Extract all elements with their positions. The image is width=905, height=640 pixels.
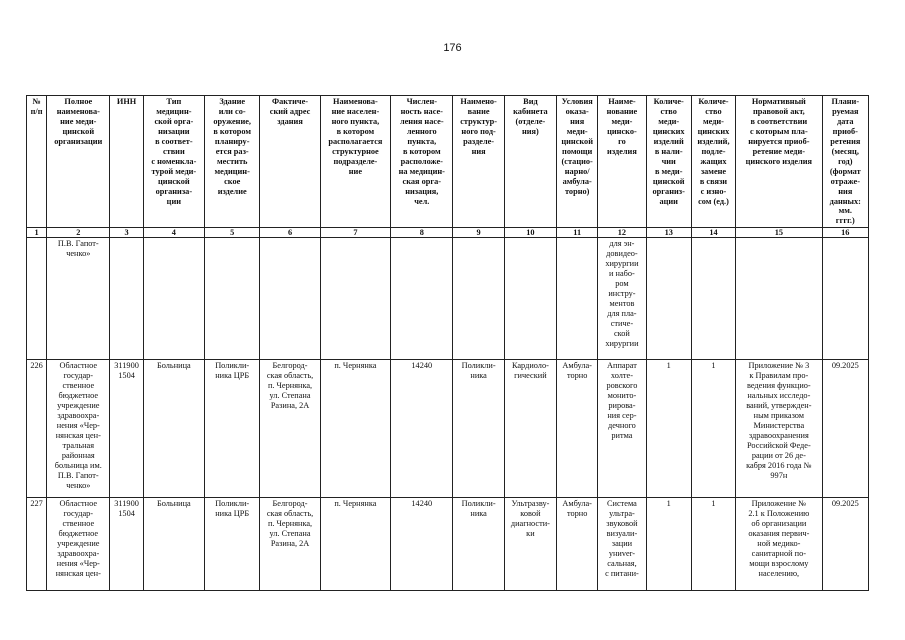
column-header: Здание или со- оружение, в котором планиру- ется раз- местить медицин- ское изделие [205,96,260,228]
column-header: Нормативный правовой акт, в соответствии с которым пла- нируется приоб- ретение меди- цинского изделия [736,96,823,228]
column-header: Наиме- нование меди- цинско- го изделия [598,96,646,228]
column-number: 12 [598,228,646,238]
column-number: 11 [557,228,598,238]
column-header: Условия оказа- ния меди- цинской помощи (стацио- нарно/ амбула- торно) [557,96,598,228]
table-cell: 09.2025 [822,498,868,591]
column-number: 16 [822,228,868,238]
table-cell: 1 [691,498,735,591]
column-number: 6 [260,228,320,238]
table-cell: Амбула- торно [557,498,598,591]
table-cell: 311900 1504 [110,498,143,591]
table-cell: Поликли- ника [453,360,504,498]
table-row [27,360,869,498]
table-cell: П.В. Гапот- ченко» [47,238,110,360]
column-header: № п/п [27,96,47,228]
table-cell [27,238,47,360]
column-number: 7 [320,228,390,238]
table-cell [391,238,453,360]
table-cell: Областное государ- ственное бюджетное учреждение здравоохра- нения «Чер- нянская цен- тральная районная больница им. П.В. Гапот- ченко» [47,360,110,498]
table-cell: 1 [691,360,735,498]
table-cell [110,238,143,360]
table-cell [260,238,320,360]
column-header: Наимено- вание структур- ного под- разделе- ния [453,96,504,228]
column-header: Фактиче- ский адрес здания [260,96,320,228]
header-row [27,96,869,228]
table-cell: 1 [646,360,691,498]
column-header: ИНН [110,96,143,228]
column-number-row [27,228,869,238]
table-cell: Больница [143,360,204,498]
column-number: 5 [205,228,260,238]
column-header: Вид кабинета (отделе- ния) [504,96,556,228]
table-cell [205,238,260,360]
column-number: 10 [504,228,556,238]
table-cell: Белгород- ская область, п. Чернянка, ул. Степана Разина, 2А [260,498,320,591]
table-cell: п. Чернянка [320,498,390,591]
table-cell: Поликли- ника ЦРБ [205,498,260,591]
table-cell: Кардиоло- гический [504,360,556,498]
table-cell [143,238,204,360]
medical-equipment-table [26,95,869,591]
page-number: 176 [443,42,462,54]
table-row [27,238,869,360]
table-cell: Белгород- ская область, п. Чернянка, ул. Степана Разина, 2А [260,360,320,498]
column-header: Тип медицин- ской орга- низации в соответ- ствии с номенкла- турой меди- цинской организа- ции [143,96,204,228]
table-cell [646,238,691,360]
table-cell [822,238,868,360]
column-number: 14 [691,228,735,238]
column-number: 8 [391,228,453,238]
column-number: 13 [646,228,691,238]
table-row [27,498,869,591]
table-cell: Система ультра- звуковой визуали- зации униver- сальная, с питани- [598,498,646,591]
table-cell [557,238,598,360]
table-cell: Поликли- ника ЦРБ [205,360,260,498]
column-header: Количе- ство меди- цинских изделий в нали- чии в меди- цинской организ- ации [646,96,691,228]
column-number: 9 [453,228,504,238]
column-number: 3 [110,228,143,238]
table-cell: п. Чернянка [320,360,390,498]
table-cell: Областное государ- ственное бюджетное учреждение здравоохра- нения «Чер- нянская цен- [47,498,110,591]
table-cell [453,238,504,360]
table-cell: 226 [27,360,47,498]
table-cell [691,238,735,360]
table-cell: Аппарат холте- ровского монито- рирова- ния сер- дечного ритма [598,360,646,498]
table-cell [736,238,823,360]
table-cell: Поликли- ника [453,498,504,591]
table-cell: Ультразву- ковой диагности- ки [504,498,556,591]
column-number: 2 [47,228,110,238]
table-cell: Приложение № 2.1 к Положению об организации оказания первич- ной медико- санитарной по- мощи взрослому населению, [736,498,823,591]
column-header: Наименова- ние населен- ного пункта, в котором располагается структурное подразделе- ние [320,96,390,228]
column-number: 1 [27,228,47,238]
table-cell: 09.2025 [822,360,868,498]
table-cell: 227 [27,498,47,591]
table-cell: 311900 1504 [110,360,143,498]
table-cell: 14240 [391,360,453,498]
column-number: 4 [143,228,204,238]
table-cell: для эн- довидео- хирургии и набо- ром инстру- ментов для пла- стиче- ской хирургии [598,238,646,360]
column-header: Полное наименова- ние меди- цинской организации [47,96,110,228]
column-header: Количе- ство меди- цинских изделий, подле- жащих замене в связи с изно- сом (ед.) [691,96,735,228]
table-cell [320,238,390,360]
table-cell [504,238,556,360]
table-cell: Приложение № 3 к Правилам про- ведения функцио- нальных исследо- ваний, утвержден- ным приказом Министерства здравоохранения Российской Феде- рации от 26 де- кабря 2016 года № 997н [736,360,823,498]
table-cell: Амбула- торно [557,360,598,498]
column-number: 15 [736,228,823,238]
table-cell: Больница [143,498,204,591]
table-cell: 14240 [391,498,453,591]
column-header: Плани- руемая дата приоб- ретения (месяц, год) (формат отраже- ния данных: мм. гггг.) [822,96,868,228]
table-cell: 1 [646,498,691,591]
column-header: Числен- ность насе- ления насе- ленного пункта, в котором расположе- на медицин- ская орга- низация, чел. [391,96,453,228]
